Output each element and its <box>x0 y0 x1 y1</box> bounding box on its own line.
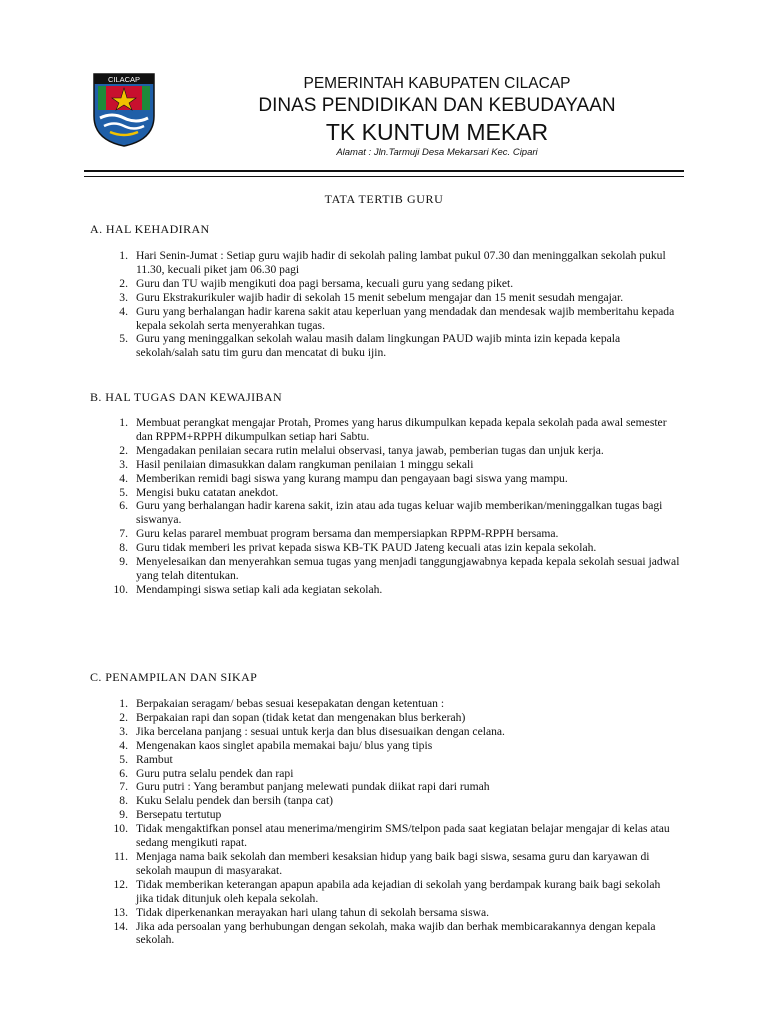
list-item-text: Jika bercelana panjang : sesuai untuk kerja dan blus disesuaikan dengan celana. <box>136 724 505 738</box>
list-item-text: Guru yang berhalangan hadir karena sakit, izin atau ada tugas keluar wajib memberikan/meninggalkan tugas bagi siswanya. <box>136 499 663 527</box>
list-item <box>90 725 680 739</box>
list-item <box>90 878 680 906</box>
list-item-text: Menyelesaikan dan menyerahkan semua tugas yang menjadi tanggungjawabnya kepada kepala sekolah sesuai jadwal yang telah ditentukan. <box>136 555 680 582</box>
list-item <box>90 527 680 541</box>
list-item-text: Guru dan TU wajib mengikuti doa pagi bersama, kecuali guru yang sedang piket. <box>136 276 514 290</box>
list-item-text: Mengenakan kaos singlet apabila memakai baju/ blus yang tipis <box>136 738 433 752</box>
emblem-label: CILACAP <box>107 75 141 84</box>
list-item-text: Menjaga nama baik sekolah dan memberi kesaksian hidup yang baik bagi siswa, sesama guru dan karyawan di sekolah maupun di masyarakat. <box>136 849 650 877</box>
list-item-text: Berpakaian seragam/ bebas sesuai kesepakatan dengan ketentuan : <box>136 697 445 710</box>
government-name: PEMERINTAH KABUPATEN CILACAP <box>303 75 571 92</box>
list-item-number: 3. <box>119 457 128 471</box>
list-item-number: 9. <box>119 555 128 569</box>
list-item-text: Guru putri : Yang berambut panjang melewati pundak diikat rapi dari rumah <box>136 780 490 794</box>
list-item <box>90 472 680 486</box>
document-title: TATA TERTIB GURU <box>324 192 444 206</box>
list-item <box>90 583 680 597</box>
list-item-text: Tidak diperkenankan merayakan hari ulang tahun di sekolah bersama siswa. <box>136 905 490 919</box>
list-item <box>90 499 680 527</box>
list-item-text: Bersepatu tertutup <box>136 808 222 822</box>
list-item <box>90 332 680 360</box>
list-item <box>90 767 680 781</box>
list-item-number: 8. <box>119 794 128 808</box>
list-item-text: Jika ada persoalan yang berhubungan dengan sekolah, maka wajib dan berhak membicarakannya dengan kepala sekolah. <box>136 919 656 947</box>
list-item-text: Memberikan remidi bagi siswa yang kurang mampu dan pengayaan bagi siswa yang mampu. <box>136 471 568 485</box>
list-item-number: 8. <box>119 541 128 555</box>
list-item <box>90 920 680 948</box>
list-item-text: Guru kelas pararel membuat program bersama dan mempersiapkan RPPM-RPPH bersama. <box>136 527 559 541</box>
list-item <box>90 486 680 500</box>
list-item <box>90 305 680 333</box>
list-item-number: 13. <box>113 905 128 919</box>
list-item-number: 7. <box>119 780 128 794</box>
list-item-text: Guru yang meninggalkan sekolah walau masih dalam lingkungan PAUD wajib minta izin kepada kepala sekolah/salah satu tim guru dan mencatat di buku ijin. <box>136 332 621 360</box>
section-heading-duties: B. HAL TUGAS DAN KEWAJIBAN <box>90 390 283 404</box>
list-item-text: Hari Senin-Jumat : Setiap guru wajib hadir di sekolah paling lambat pukul 07.30 dan meninggalkan sekolah pukul 11.30, kecuali piket jam 06.30 pagi <box>136 249 666 276</box>
duties-rules-list <box>90 416 680 597</box>
list-item-text: Mendampingi siswa setiap kali ada kegiatan sekolah. <box>136 582 383 596</box>
list-item-number: 10. <box>113 822 128 836</box>
list-item <box>90 906 680 920</box>
list-item <box>90 780 680 794</box>
list-item-text: Guru tidak memberi les privat kepada siswa KB-TK PAUD Jateng kecuali atas izin kepala sekolah. <box>136 541 597 555</box>
list-item <box>90 808 680 822</box>
list-item <box>90 850 680 878</box>
list-item-number: 9. <box>119 808 128 822</box>
list-item-number: 14. <box>113 919 128 933</box>
list-item-number: 2. <box>119 276 128 290</box>
list-item-number: 1. <box>119 249 128 262</box>
list-item-number: 1. <box>119 697 128 710</box>
list-item-text: Kuku Selalu pendek dan bersih (tanpa cat) <box>136 794 334 808</box>
list-item <box>90 444 680 458</box>
list-item-number: 4. <box>119 738 128 752</box>
school-address: Alamat : Jln.Tarmuji Desa Mekarsari Kec. Cipari <box>336 147 538 158</box>
letterhead-divider-thin <box>84 176 684 177</box>
list-item <box>90 753 680 767</box>
list-item <box>90 794 680 808</box>
list-item-text: Guru yang berhalangan hadir karena sakit atau keperluan yang mendadak dan mendesak wajib memberitahu kepada kepala sekolah serta menyerahkan tugas. <box>136 304 675 332</box>
section-heading-attendance: A. HAL KEHADIRAN <box>90 222 210 236</box>
list-item-text: Tidak mengaktifkan ponsel atau menerima/mengirim SMS/telpon pada saat kegiatan belajar mengajar di kelas atau sedang mengikuti rapat. <box>136 822 670 850</box>
appearance-rules-list <box>90 697 680 947</box>
list-item-number: 5. <box>119 485 128 499</box>
school-name: TK KUNTUM MEKAR <box>325 119 549 145</box>
list-item-number: 4. <box>119 304 128 318</box>
list-item <box>90 739 680 753</box>
letterhead-divider-thick <box>84 170 684 172</box>
list-item-number: 3. <box>119 724 128 738</box>
list-item-text: Rambut <box>136 752 173 766</box>
list-item <box>90 291 680 305</box>
list-item-text: Membuat perangkat mengajar Protah, Promes yang harus dikumpulkan kepada kepala sekolah pada awal semester dan RPPM+RPPH dikumpulkan setiap hari Sabtu. <box>136 416 667 443</box>
list-item-number: 6. <box>119 499 128 513</box>
list-item-text: Guru Ekstrakurikuler wajib hadir di sekolah 15 menit sebelum mengajar dan 15 menit sesudah mengajar. <box>136 290 624 304</box>
list-item <box>90 458 680 472</box>
list-item-number: 2. <box>119 443 128 457</box>
list-item-number: 10. <box>113 582 128 596</box>
list-item-number: 2. <box>119 710 128 724</box>
list-item <box>90 277 680 291</box>
list-item-number: 3. <box>119 290 128 304</box>
list-item-number: 7. <box>119 527 128 541</box>
list-item-number: 6. <box>119 766 128 780</box>
attendance-rules-list <box>90 249 680 360</box>
list-item-number: 5. <box>119 752 128 766</box>
cilacap-emblem-logo <box>92 72 156 148</box>
department-name: DINAS PENDIDIKAN DAN KEBUDAYAAN <box>258 95 616 116</box>
list-item <box>90 555 680 583</box>
list-item <box>90 416 680 444</box>
list-item-text: Mengisi buku catatan anekdot. <box>136 485 279 499</box>
list-item <box>90 697 680 711</box>
list-item-text: Hasil penilaian dimasukkan dalam rangkuman penilaian 1 minggu sekali <box>136 457 474 471</box>
list-item-text: Mengadakan penilaian secara rutin melalui observasi, tanya jawab, pemberian tugas dan unjuk kerja. <box>136 443 604 457</box>
list-item <box>90 249 680 277</box>
list-item-number: 5. <box>119 332 128 346</box>
list-item <box>90 711 680 725</box>
list-item-text: Guru putra selalu pendek dan rapi <box>136 766 294 780</box>
list-item-number: 1. <box>119 416 128 429</box>
list-item <box>90 541 680 555</box>
list-item-text: Tidak memberikan keterangan apapun apabila ada kejadian di sekolah yang berdampak kurang baik bagi sekolah jika tidak ditunjuk oleh kepala sekolah. <box>136 877 661 905</box>
list-item-text: Berpakaian rapi dan sopan (tidak ketat dan mengenakan blus berkerah) <box>136 710 466 724</box>
list-item <box>90 822 680 850</box>
section-heading-appearance: C. PENAMPILAN DAN SIKAP <box>90 670 258 684</box>
list-item-number: 4. <box>119 471 128 485</box>
list-item-number: 11. <box>113 849 128 863</box>
list-item-number: 12. <box>113 877 128 891</box>
